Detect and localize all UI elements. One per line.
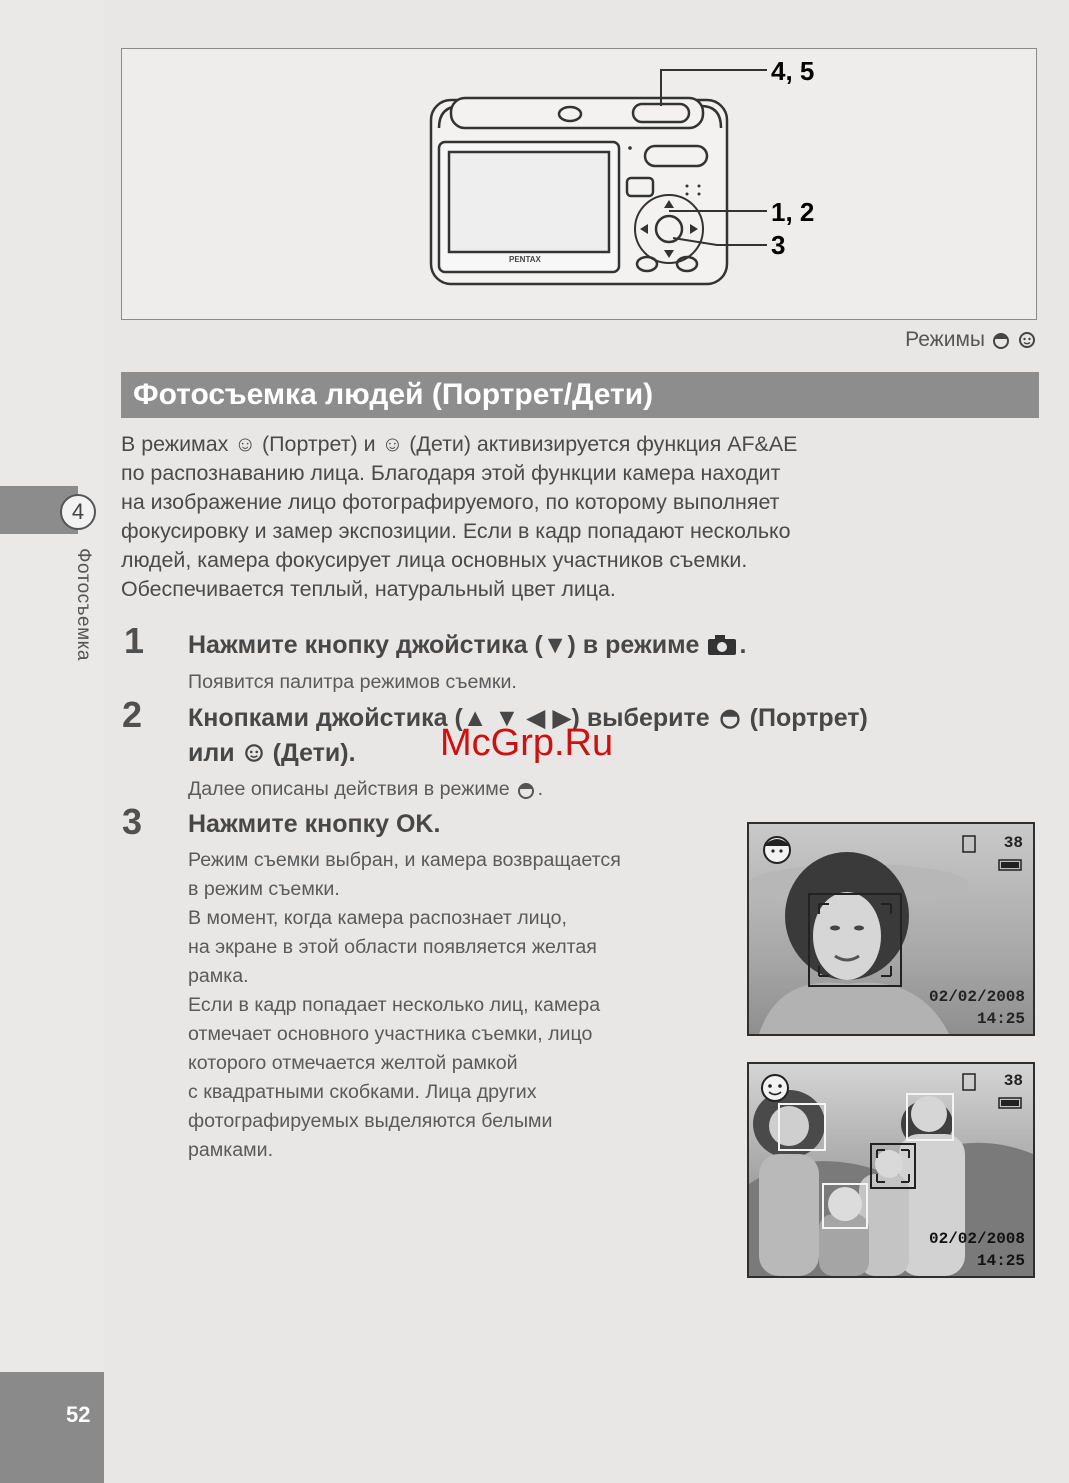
time-display: 14:25 — [976, 1010, 1025, 1028]
kids-mode-icon — [762, 1075, 788, 1101]
portrait-icon — [516, 780, 536, 800]
body-line: которого отмечается желтой рамкой — [188, 1052, 518, 1074]
body-line: на экране в этой области появляется желтая — [188, 936, 597, 958]
body-line: рамка. — [188, 965, 249, 987]
lcd-screen-single-face — [747, 822, 1035, 1036]
chapter-label: Фотосъемка — [73, 548, 94, 661]
step-1-note: Появится палитра режимов съемки. — [188, 671, 517, 693]
mode-line — [905, 328, 1037, 352]
body-line: с квадратными скобками. Лица других — [188, 1081, 537, 1103]
intro-line: фокусировку и замер экспозиции. Если в кадр попадают несколько — [121, 519, 791, 543]
section-title: Фотосъемка людей (Портрет/Дети) — [121, 372, 1039, 418]
portrait-icon — [991, 330, 1011, 350]
kids-icon — [243, 742, 265, 764]
date-display: 02/02/2008 — [928, 988, 1025, 1006]
intro-line: В режимах ☺ (Портрет) и ☺ (Дети) активизируется функция AF&AE — [121, 432, 798, 456]
intro-line: людей, камера фокусирует лица основных участников съемки. — [121, 548, 748, 572]
page-number: 52 — [66, 1402, 91, 1427]
body-line: Режим съемки выбран, и камера возвращается — [188, 849, 621, 871]
step-2-note-text: Далее описаны действия в режиме — [188, 778, 510, 800]
intro-line: Обеспечивается теплый, натуральный цвет лица. — [121, 577, 616, 601]
step-2-note — [188, 775, 543, 804]
step-2-title-or: или — [188, 739, 235, 767]
step-1-title-text: Нажмите кнопку джойстика (▼) в режиме — [188, 631, 700, 659]
mode-label: Режимы — [905, 328, 985, 351]
step-1-number: 1 — [124, 620, 145, 661]
intro-line: на изображение лицо фотографируемого, по которому выполняет — [121, 490, 780, 514]
callout-3: 3 — [771, 230, 786, 260]
intro-line: по распознаванию лица. Благодаря этой функции камера находит — [121, 461, 781, 485]
portrait-mode-icon — [764, 837, 790, 863]
step-2-title-text: Кнопками джойстика (▲ ▼ ◀ ▶) выберите — [188, 704, 710, 732]
camera-brand: PENTAX — [509, 255, 541, 264]
body-line: отмечает основного участника съемки, лицо — [188, 1023, 593, 1045]
callout-4-5: 4, 5 — [771, 56, 815, 86]
camera-body — [431, 98, 727, 284]
step-3-number: 3 — [122, 801, 143, 842]
portrait-icon — [718, 706, 742, 730]
step-2-note-end: . — [537, 778, 544, 800]
step-2-number: 2 — [122, 694, 143, 735]
step-1-title-end: . — [739, 631, 747, 659]
body-line: Если в кадр попадает несколько лиц, камера — [188, 994, 601, 1016]
body-line: фотографируемых выделяются белыми — [188, 1110, 553, 1132]
time-display: 14:25 — [976, 1252, 1025, 1270]
step-2-title-kids: (Дети). — [272, 739, 356, 767]
camera-illustration — [121, 48, 1037, 320]
body-line: В момент, когда камера распознает лицо, — [188, 907, 567, 929]
step-1-title — [188, 627, 746, 663]
step-3-title: Нажмите кнопку OK. — [188, 810, 441, 838]
lcd-screen-multi-face — [747, 1062, 1035, 1278]
intro-paragraph — [121, 430, 1021, 604]
chapter-number: 4 — [60, 494, 96, 530]
side-tab — [0, 0, 104, 1483]
body-line: рамками. — [188, 1139, 274, 1161]
watermark: McGrp.Ru — [440, 722, 614, 764]
shots-remaining: 38 — [1003, 1072, 1023, 1090]
date-display: 02/02/2008 — [928, 1230, 1025, 1248]
camera-mode-icon — [707, 634, 737, 656]
step-2-title-portrait: (Портрет) — [749, 704, 868, 732]
step-3-body — [188, 846, 728, 1165]
body-line: в режим съемки. — [188, 878, 340, 900]
kids-icon — [1017, 330, 1037, 350]
step-2-title-line2 — [188, 735, 356, 771]
shots-remaining: 38 — [1003, 834, 1023, 852]
callout-1-2: 1, 2 — [771, 197, 815, 227]
